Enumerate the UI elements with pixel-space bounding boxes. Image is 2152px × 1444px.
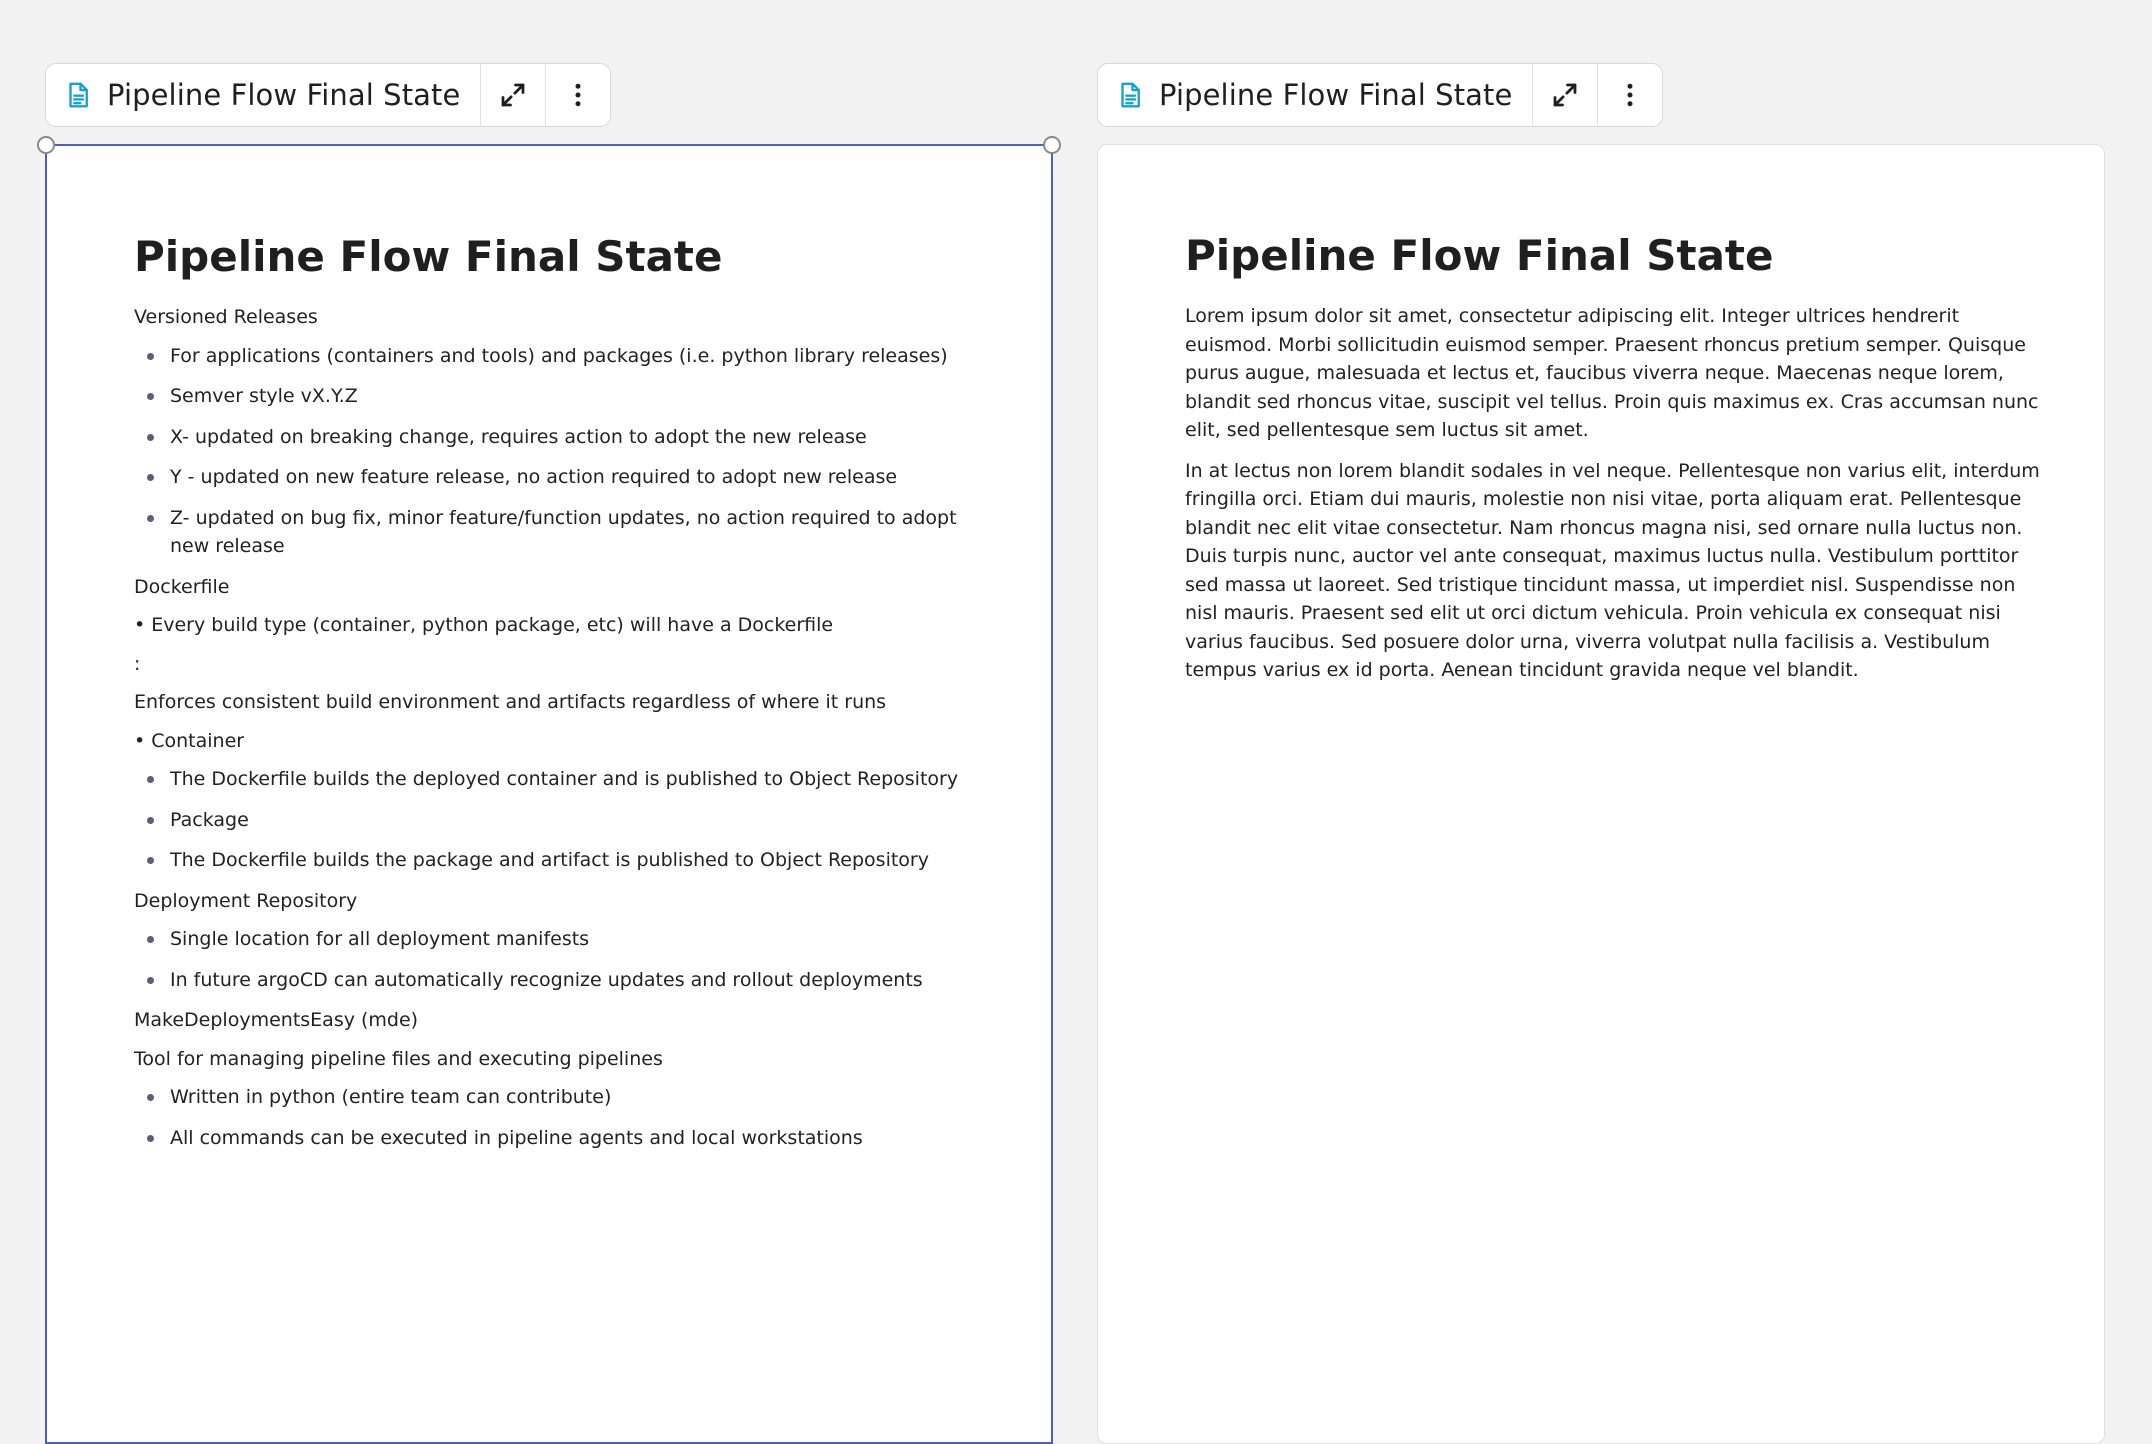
right-document-card[interactable] bbox=[1097, 144, 2105, 1444]
list-item: All commands can be executed in pipeline agents and local workstations bbox=[134, 1124, 991, 1153]
resize-handle-top-right[interactable] bbox=[1043, 136, 1061, 154]
right-card-title-label: Pipeline Flow Final State bbox=[1159, 78, 1513, 112]
left-card-more-button[interactable] bbox=[545, 64, 610, 126]
paragraph: Lorem ipsum dolor sit amet, consectetur adipiscing elit. Integer ultrices hendrerit euismod. Morbi sollicitudin euismod semper. Praesent rhoncus pretium semper. Quisque purus augue, malesuada et lectus et, faucibus viverra neque. Maecenas neque lorem, blandit sed rhoncus vitae, suscipit vel tellus. Proin quis maximus ex. Cras accumsan nunc elit, sed pellentesque sem luctus sit amet. bbox=[1185, 305, 2039, 441]
document-heading: Pipeline Flow Final State bbox=[1185, 231, 1774, 280]
bullet-list bbox=[134, 765, 991, 875]
list-item: Z- updated on bug fix, minor feature/function updates, no action required to adopt new release bbox=[134, 504, 991, 561]
list-item: Single location for all deployment manifests bbox=[134, 925, 991, 954]
left-card-title-label: Pipeline Flow Final State bbox=[107, 78, 461, 112]
paragraph: : bbox=[134, 652, 141, 675]
paragraph: • Container bbox=[134, 729, 245, 752]
document-heading: Pipeline Flow Final State bbox=[134, 232, 723, 281]
section-label: MakeDeploymentsEasy (mde) bbox=[134, 1009, 419, 1031]
left-card-expand-button[interactable] bbox=[481, 64, 545, 126]
list-item: Written in python (entire team can contribute) bbox=[134, 1083, 991, 1112]
paragraph: Enforces consistent build environment and artifacts regardless of where it runs bbox=[134, 691, 887, 713]
list-item: Y - updated on new feature release, no action required to adopt new release bbox=[134, 463, 991, 492]
section-label: Versioned Releases bbox=[134, 306, 318, 328]
list-item: For applications (containers and tools) and packages (i.e. python library releases) bbox=[134, 342, 991, 371]
section-label: Dockerfile bbox=[134, 575, 230, 598]
right-card-toolbar bbox=[1097, 63, 1663, 127]
list-item: In future argoCD can automatically recognize updates and rollout deployments bbox=[134, 966, 991, 995]
document-icon bbox=[1115, 80, 1145, 110]
more-vertical-icon bbox=[563, 80, 593, 110]
expand-icon bbox=[498, 80, 528, 110]
list-item: The Dockerfile builds the deployed container and is published to Object Repository bbox=[134, 765, 991, 794]
paragraph: Tool for managing pipeline files and executing pipelines bbox=[134, 1047, 663, 1070]
list-item: The Dockerfile builds the package and artifact is published to Object Repository bbox=[134, 846, 991, 875]
paragraph: • Every build type (container, python package, etc) will have a Dockerfile bbox=[134, 614, 834, 636]
left-document-card[interactable] bbox=[45, 144, 1053, 1444]
bullet-list bbox=[134, 342, 991, 561]
document-icon bbox=[63, 80, 93, 110]
bullet-list bbox=[134, 925, 991, 994]
left-card-toolbar bbox=[45, 63, 611, 127]
section-label: Deployment Repository bbox=[134, 889, 358, 912]
right-card-title[interactable] bbox=[1098, 64, 1533, 126]
left-document-content bbox=[134, 229, 991, 1164]
right-card-expand-button[interactable] bbox=[1533, 64, 1597, 126]
list-item: X- updated on breaking change, requires action to adopt the new release bbox=[134, 423, 991, 452]
more-vertical-icon bbox=[1615, 80, 1645, 110]
bullet-list bbox=[134, 1083, 991, 1152]
list-item: Package bbox=[134, 806, 991, 835]
left-card-title[interactable] bbox=[46, 64, 481, 126]
right-document-content bbox=[1185, 228, 2044, 697]
resize-handle-top-left[interactable] bbox=[37, 136, 55, 154]
list-item: Semver style vX.Y.Z bbox=[134, 382, 991, 411]
expand-icon bbox=[1550, 80, 1580, 110]
paragraph: In at lectus non lorem blandit sodales in vel neque. Pellentesque non varius elit, interdum fringilla orci. Etiam dui mauris, molestie non nisi vitae, porta aliquam erat. Pellentesque blandit nec elit vitae consectetur. Nam rhoncus magna nisi, sed ornare nulla luctus non. Duis turpis nunc, auctor vel ante consequat, maximus luctus nulla. Vestibulum porttitor sed massa ut laoreet. Sed tristique tincidunt massa, ut imperdiet nisl. Suspendisse non nisl mauris. Praesent sed elit ut orci dictum vehicula. Proin vehicula ex consequat nisi varius faucibus. Sed posuere dolor urna, viverra volutpat nulla facilisis a. Vestibulum tempus varius ex id porta. Aenean tincidunt gravida neque vel blandit. bbox=[1185, 459, 2040, 681]
right-card-more-button[interactable] bbox=[1597, 64, 1662, 126]
